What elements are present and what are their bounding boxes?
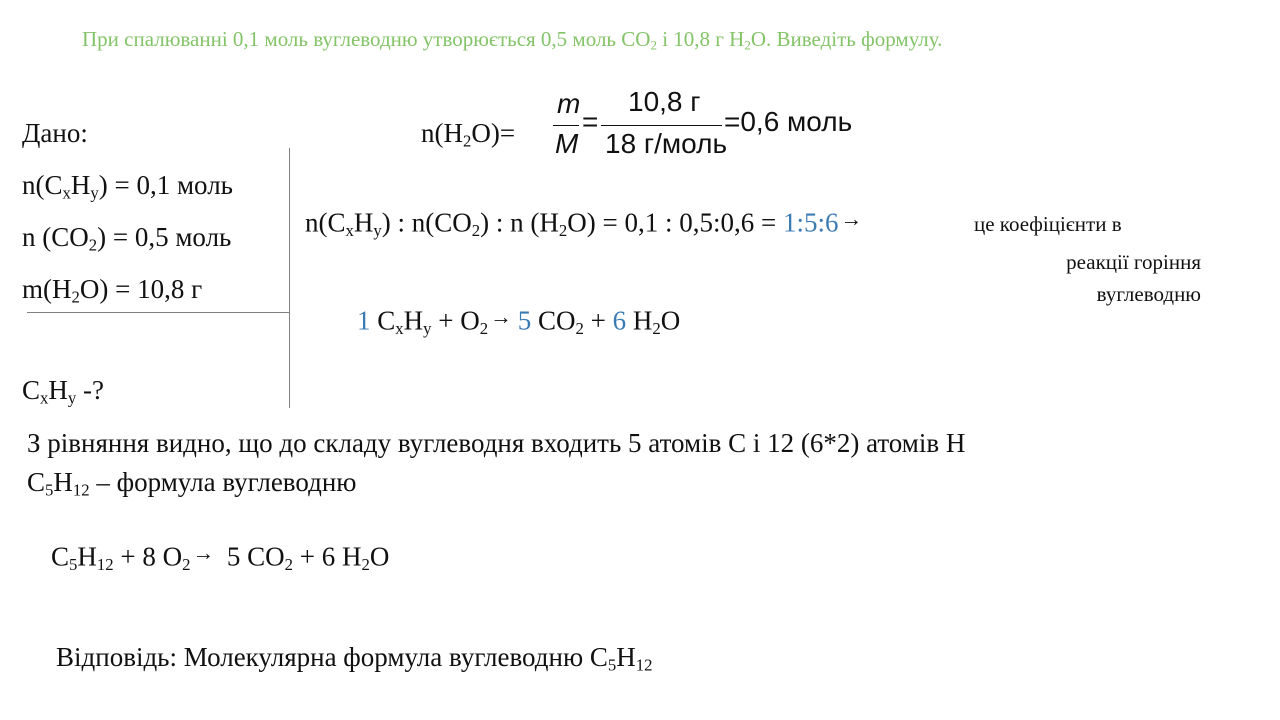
find-line: $C_xH_y$ -? <box>22 375 104 408</box>
mole-ratio-line: $n(C_xH_y)$ : $n(CO_2)$ : n $(H_2O) = 0,1$ : 0,5:0,6 = 1:5:6→ <box>305 207 863 241</box>
ratio-note-line3: вуглеводню <box>1096 282 1201 306</box>
given-heading: Дано: <box>22 118 88 148</box>
arrow-icon: → <box>490 305 512 329</box>
water-moles-label: $n(H_2O)=$ <box>421 118 516 151</box>
fraction-equals: = <box>582 106 599 137</box>
problem-statement: При спалюванні 0,1 моль вуглеводню утворюється 0,5 моль $СО_2$ і 10,8 г $Н_2О$. Виведіть формулу. <box>82 27 943 53</box>
given-divider-horizontal <box>27 312 290 313</box>
fraction-denominator: 18 г/моль <box>605 128 728 159</box>
fraction-M: M <box>555 128 579 159</box>
given-line-co2: n $(CO_2) = 0,5$ моль <box>22 222 232 255</box>
fraction-bar-1 <box>553 125 579 126</box>
answer-line: Відповідь: Молекулярна формула вуглеводню $С_5Н_{12}$ <box>56 642 653 675</box>
combustion-equation-general: 1 $C_xH_y + O_2\to 5$ $CO_2 + 6$ $H_2O$ <box>357 305 681 339</box>
given-line-hydrocarbon: $n(C_xH_y) = 0,1$ моль <box>22 170 233 203</box>
arrow-icon: → <box>192 541 215 565</box>
given-line-water: $m(H_2O) = 10,8$ г <box>22 274 203 307</box>
given-divider-vertical <box>289 148 290 408</box>
ratio-highlight: 1:5:6 <box>782 207 839 238</box>
conclusion-line1: З рівняння видно, що до складу вуглеводня входить 5 атомів С і 12 (6*2) атомів Н <box>27 428 966 458</box>
arrow-icon: → <box>840 207 863 231</box>
fraction-bar-2 <box>601 125 722 126</box>
conclusion-line2: $С_5Н_{12}$ – формула вуглеводню <box>27 467 357 500</box>
ratio-note-line2: реакції горіння <box>1066 250 1201 274</box>
ratio-note-line1: це коефіцієнти в <box>974 212 1122 236</box>
fraction-numerator: 10,8 г <box>628 86 701 117</box>
water-moles-result: =0,6 моль <box>724 106 853 137</box>
fraction-m: m <box>557 88 581 119</box>
combustion-equation-final: $C_5H_{12} + 8$ $O_2\to 5$ $CO_2 + 6$ $H_2O$ <box>51 541 390 575</box>
